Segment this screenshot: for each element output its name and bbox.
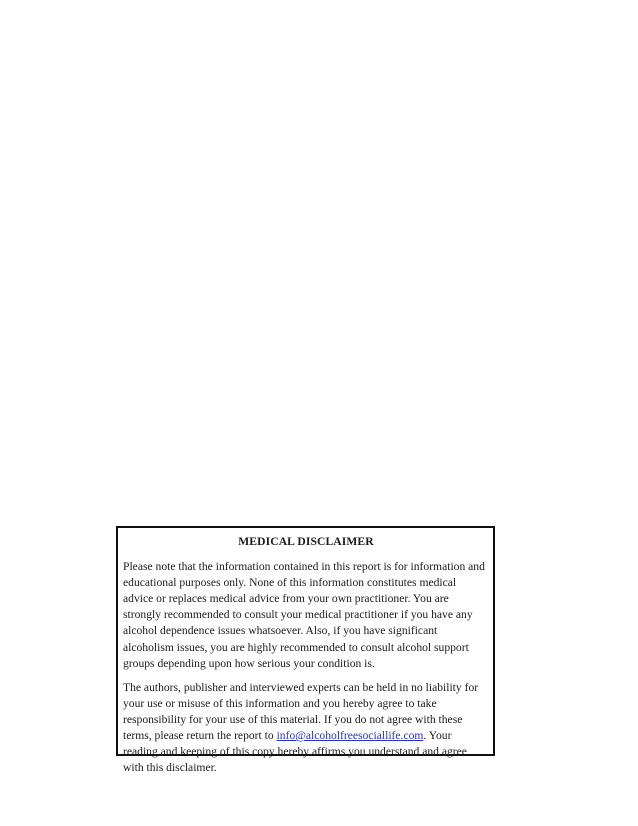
- disclaimer-paragraph-2-text-after-link: . Your reading and keeping of this copy hereby affirms you understand and agree with this disclaimer.: [123, 729, 467, 775]
- disclaimer-paragraph-2-text-before-link: The authors, publisher and interviewed experts can be held in no liability for your use or misuse of this information and you hereby agree to take responsibility for your use of this material. If you do not agree with these terms, please return the report to: [123, 680, 479, 743]
- contact-email-link[interactable]: info@alcoholfreesociallife.com: [276, 729, 424, 743]
- disclaimer-paragraph-2: [123, 680, 489, 777]
- disclaimer-paragraph-1: Please note that the information contained in this report is for information and educational purposes only. None of this information constitutes medical advice or replaces medical advice from your own practitioner. You are strongly recommended to consult your medical practitioner if you have any alcohol dependence issues whatsoever. Also, if you have significant alcoholism issues, you are highly recommended to consult alcohol support groups depending upon how serious your condition is.: [123, 560, 485, 670]
- medical-disclaimer-box: [116, 526, 495, 775]
- disclaimer-title: MEDICAL DISCLAIMER: [238, 535, 374, 548]
